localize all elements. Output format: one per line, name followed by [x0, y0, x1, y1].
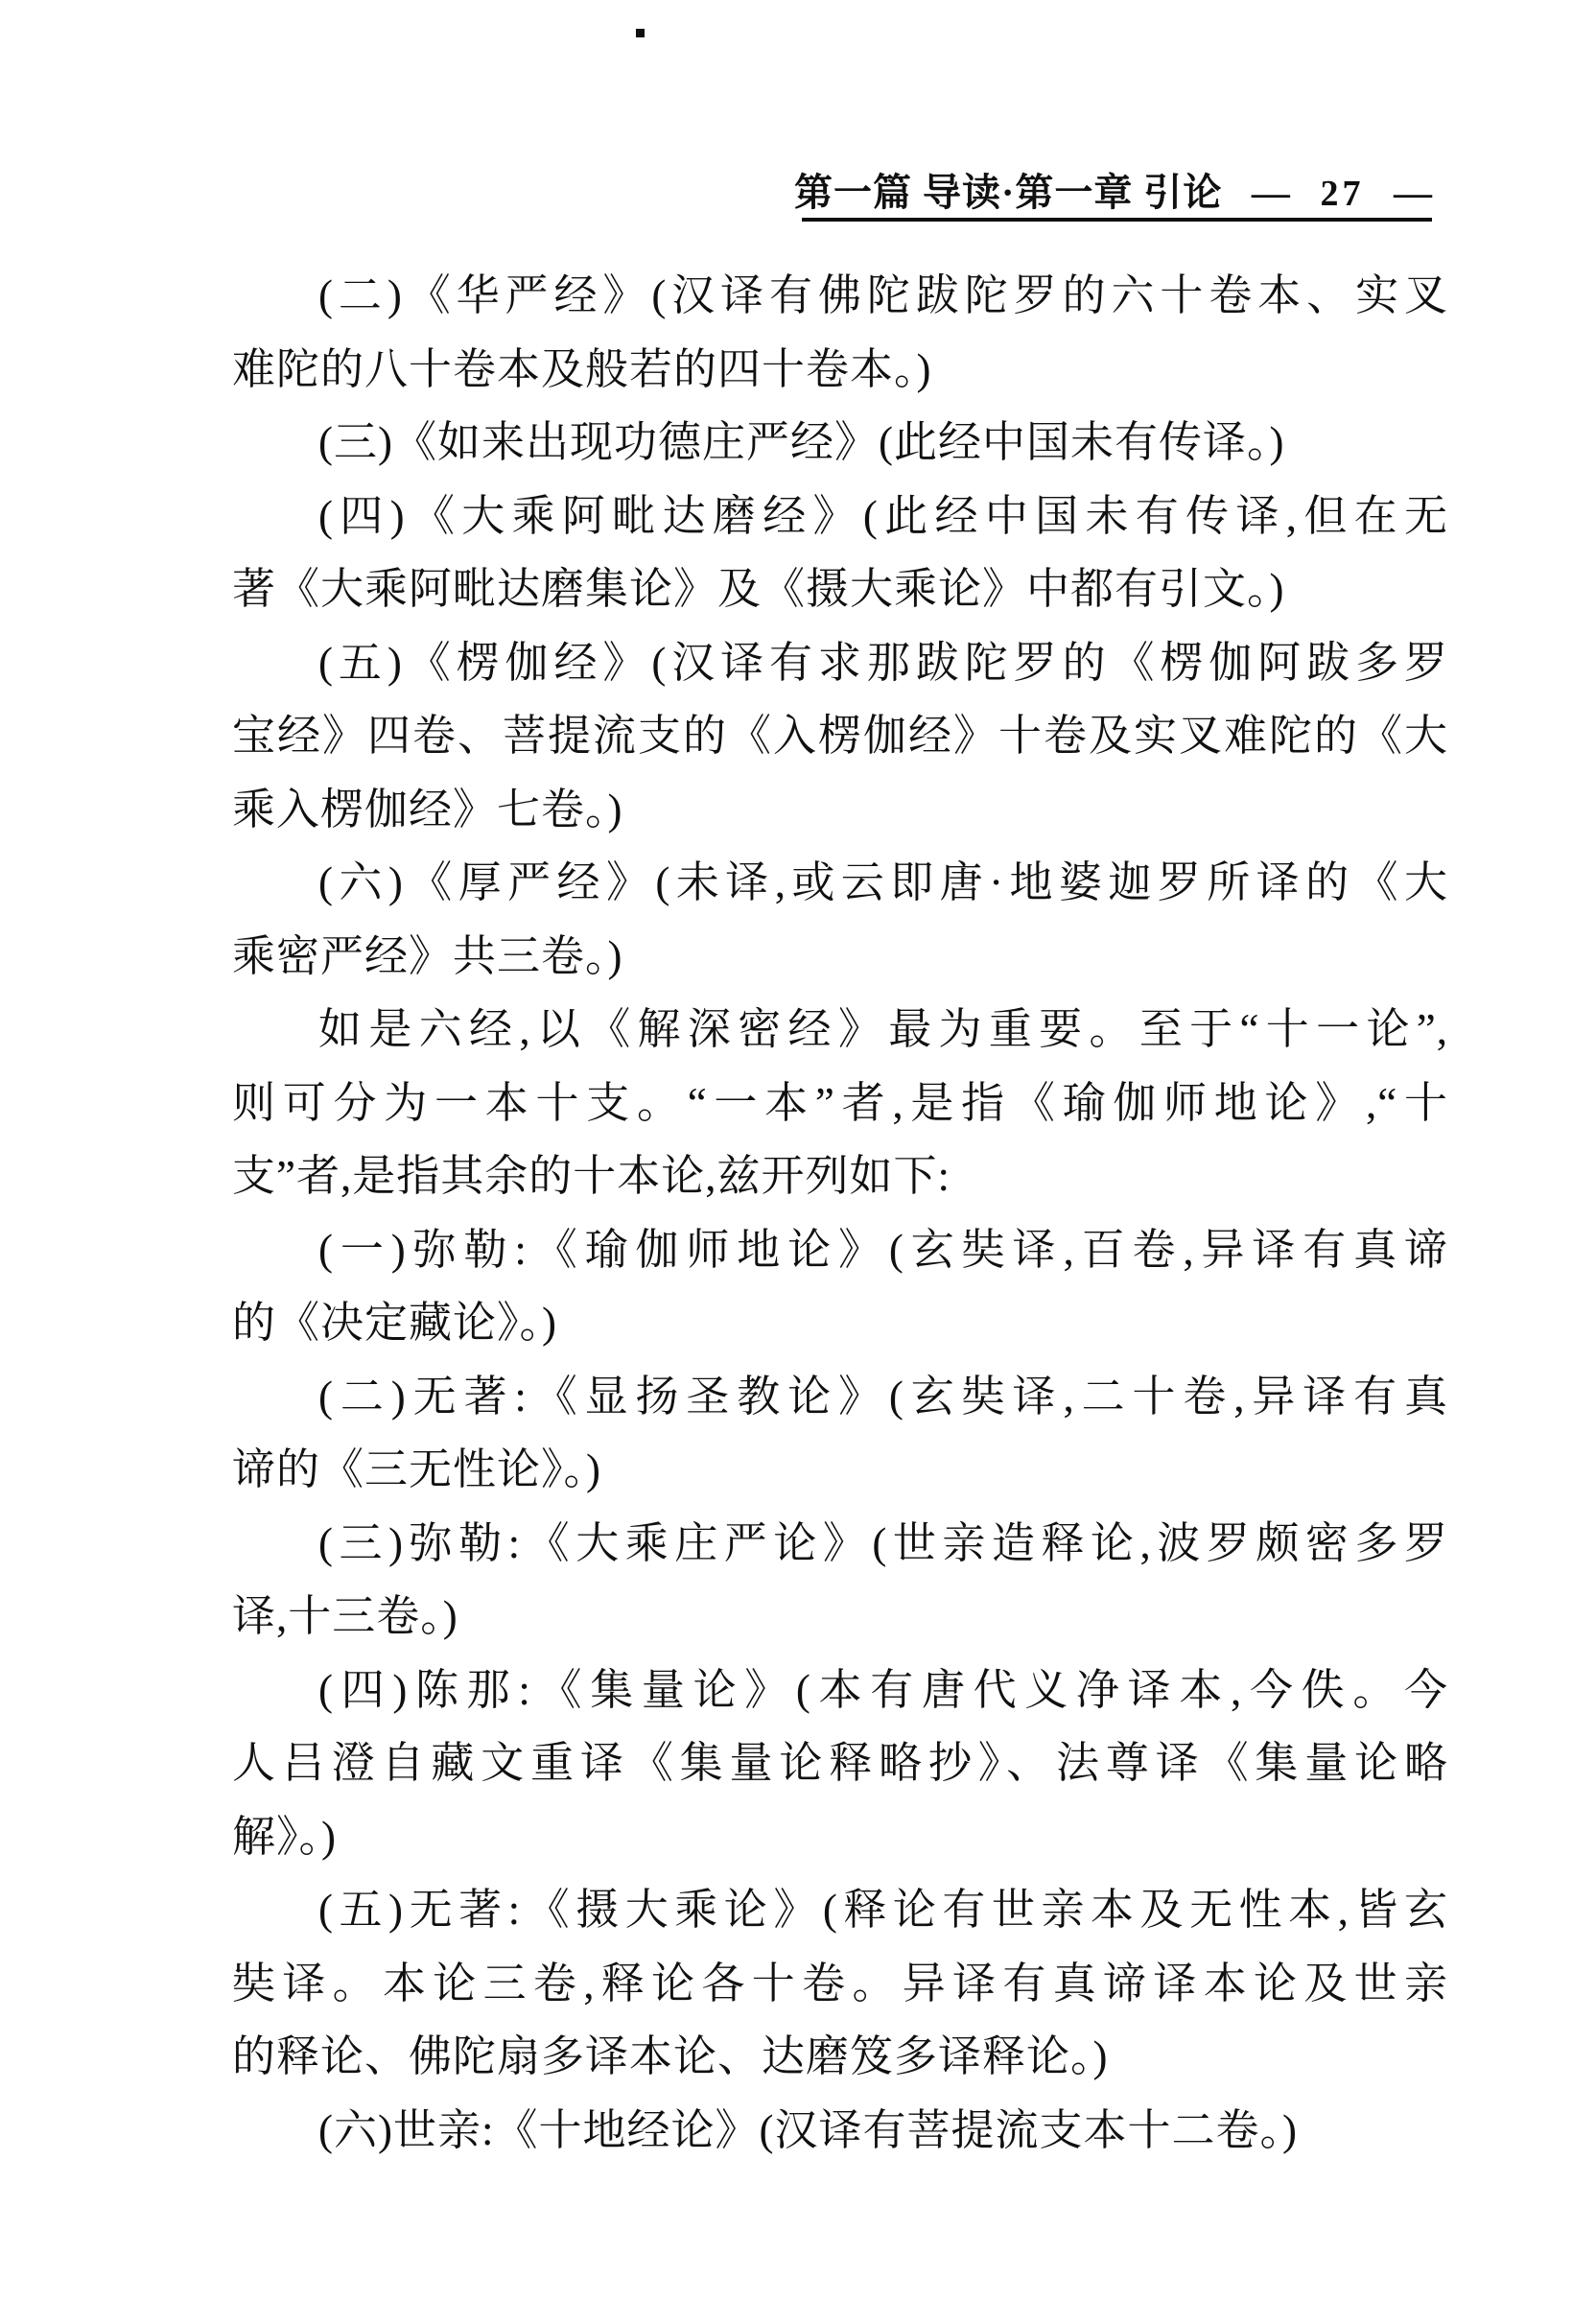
- running-head-dash-left: —: [1251, 171, 1291, 214]
- text-line: 乘入楞伽经》七卷。): [232, 785, 623, 834]
- text-line: 如是六经,以《解深密经》最为重要。至于“十一论”,: [318, 1005, 1448, 1053]
- text-line: (三)弥勒:《大乘庄严论》(世亲造释论,波罗颇密多罗: [318, 1518, 1448, 1567]
- text-line: (二)《华严经》(汉译有佛陀跋陀罗的六十卷本、实叉: [318, 271, 1448, 319]
- running-head-title: 第一篇 导读·第一章 引论: [794, 171, 1223, 214]
- scan-artifact-dot: [636, 29, 645, 37]
- text-line: 著《大乘阿毗达磨集论》及《摄大乘论》中都有引文。): [232, 565, 1285, 613]
- text-line: (四)陈那:《集量论》(本有唐代义净译本,今佚。今: [318, 1665, 1448, 1714]
- text-line: 难陀的八十卷本及般若的四十卷本。): [232, 344, 932, 393]
- text-line: (五)《楞伽经》(汉译有求那跋陀罗的《楞伽阿跋多罗: [318, 638, 1448, 687]
- text-line: (一)弥勒:《瑜伽师地论》(玄奘译,百卷,异译有真谛: [318, 1225, 1448, 1274]
- text-line: 人吕澄自藏文重译《集量论释略抄》、法尊译《集量论略: [232, 1739, 1448, 1787]
- text-line: 谛的《三无性论》。): [232, 1445, 601, 1493]
- text-line: 的释论、佛陀扇多译本论、达磨笈多译释论。): [232, 2032, 1109, 2080]
- text-line: 译,十三卷。): [232, 1592, 458, 1640]
- text-line: 的《决定藏论》。): [232, 1299, 557, 1347]
- running-head: [794, 171, 1433, 216]
- text-line: (五)无著:《摄大乘论》(释论有世亲本及无性本,皆玄: [318, 1886, 1448, 1934]
- running-head-dash-right: —: [1393, 171, 1433, 214]
- text-line: (三)《如来出现功德庄严经》(此经中国未有传译。): [318, 418, 1285, 466]
- text-line: 奘译。本论三卷,释论各十卷。异译有真谛译本论及世亲: [232, 1959, 1448, 2008]
- text-line: (六)世亲:《十地经论》(汉译有菩提流支本十二卷。): [318, 2105, 1298, 2154]
- text-line: 则可分为一本十支。“一本”者,是指《瑜伽师地论》,“十: [232, 1078, 1448, 1127]
- text-line: 乘密严经》共三卷。): [232, 931, 623, 980]
- text-line: (六)《厚严经》(未译,或云即唐·地婆迦罗所译的《大: [318, 858, 1448, 906]
- text-line: 宝经》四卷、菩提流支的《入楞伽经》十卷及实叉难陀的《大: [232, 712, 1448, 760]
- text-line: 支”者,是指其余的十本论,兹开列如下:: [232, 1152, 951, 1200]
- page-number: 27: [1320, 174, 1365, 214]
- header-rule: [802, 218, 1432, 222]
- page-body-text: [232, 259, 1448, 2167]
- text-line: (二)无著:《显扬圣教论》(玄奘译,二十卷,异译有真: [318, 1372, 1448, 1421]
- text-line: 解》。): [232, 1812, 337, 1861]
- text-line: (四)《大乘阿毗达磨经》(此经中国未有传译,但在无: [318, 491, 1448, 540]
